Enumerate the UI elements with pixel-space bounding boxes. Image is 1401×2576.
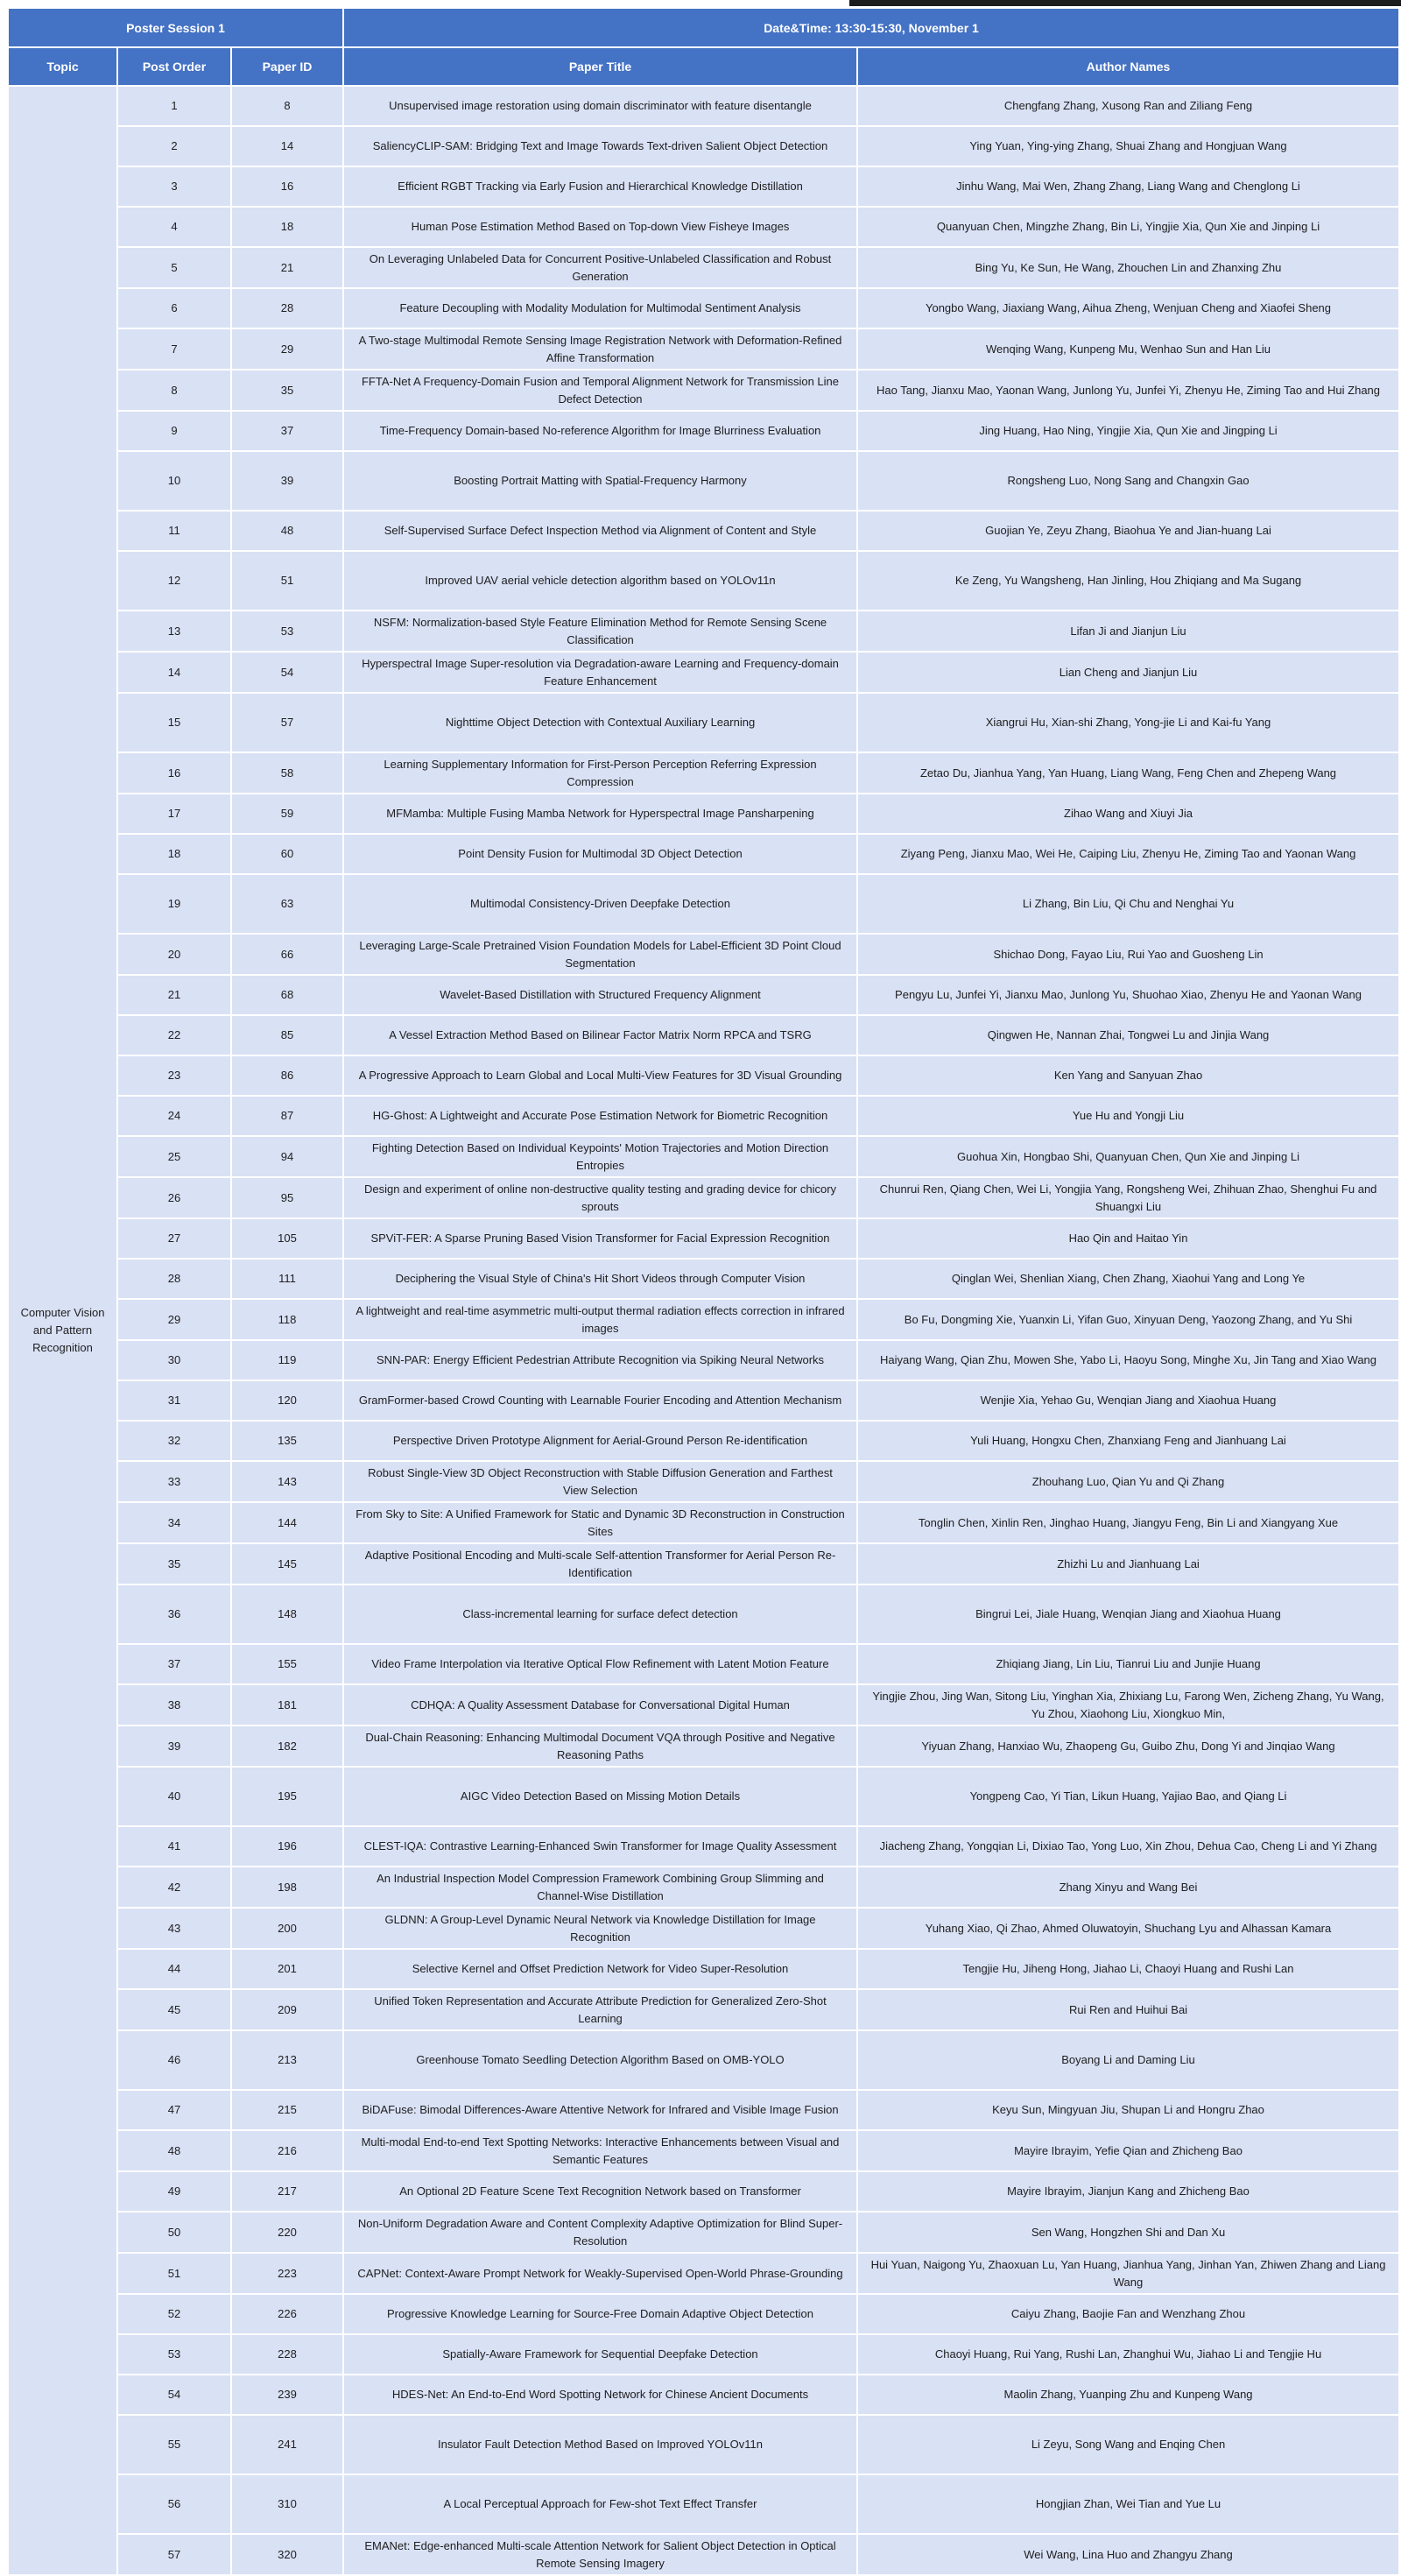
post-order-cell: 21 <box>117 975 231 1015</box>
table-row <box>8 1826 1399 1867</box>
paper-id-cell: 59 <box>231 794 343 834</box>
post-order-cell: 2 <box>117 126 231 166</box>
paper-id-cell: 144 <box>231 1502 343 1543</box>
author-names-cell: Tonglin Chen, Xinlin Ren, Jinghao Huang, Jiangyu Feng, Bin Li and Xiangyang Xue <box>857 1502 1399 1543</box>
post-order-cell: 49 <box>117 2171 231 2212</box>
table-row <box>8 2130 1399 2171</box>
table-row <box>8 2090 1399 2130</box>
table-row <box>8 693 1399 752</box>
post-order-cell: 54 <box>117 2375 231 2415</box>
author-names-cell: Bing Yu, Ke Sun, He Wang, Zhouchen Lin and Zhanxing Zhu <box>857 247 1399 288</box>
post-order-cell: 57 <box>117 2534 231 2575</box>
post-order-cell: 37 <box>117 1644 231 1684</box>
paper-id-cell: 35 <box>231 370 343 411</box>
author-names-cell: Shichao Dong, Fayao Liu, Rui Yao and Guosheng Lin <box>857 934 1399 975</box>
table-row <box>8 2375 1399 2415</box>
author-names-cell: Xiangrui Hu, Xian-shi Zhang, Yong-jie Li and Kai-fu Yang <box>857 693 1399 752</box>
table-row <box>8 86 1399 126</box>
paper-title-cell: SPViT-FER: A Sparse Pruning Based Vision Transformer for Facial Expression Recognition <box>343 1218 857 1259</box>
paper-title-cell: Unified Token Representation and Accurate Attribute Prediction for Generalized Zero-Shot Learning <box>343 1989 857 2030</box>
author-names-cell: Jinhu Wang, Mai Wen, Zhang Zhang, Liang Wang and Chenglong Li <box>857 166 1399 207</box>
paper-id-cell: 120 <box>231 1380 343 1421</box>
post-order-cell: 8 <box>117 370 231 411</box>
paper-title-cell: Nighttime Object Detection with Contextual Auxiliary Learning <box>343 693 857 752</box>
paper-title-cell: Perspective Driven Prototype Alignment for Aerial-Ground Person Re-identification <box>343 1421 857 1461</box>
table-row <box>8 1177 1399 1218</box>
paper-title-cell: Unsupervised image restoration using domain discriminator with feature disentangle <box>343 86 857 126</box>
table-row <box>8 1136 1399 1177</box>
paper-id-cell: 37 <box>231 411 343 451</box>
post-order-cell: 40 <box>117 1767 231 1826</box>
post-order-cell: 7 <box>117 328 231 370</box>
author-names-cell: Zhang Xinyu and Wang Bei <box>857 1867 1399 1908</box>
post-order-cell: 27 <box>117 1218 231 1259</box>
author-names-cell: Mayire Ibrayim, Jianjun Kang and Zhicheng Bao <box>857 2171 1399 2212</box>
post-order-cell: 46 <box>117 2030 231 2090</box>
author-names-cell: Zhiqiang Jiang, Lin Liu, Tianrui Liu and Junjie Huang <box>857 1644 1399 1684</box>
table-row <box>8 511 1399 551</box>
paper-title-cell: Video Frame Interpolation via Iterative Optical Flow Refinement with Latent Motion Feature <box>343 1644 857 1684</box>
paper-title-cell: HDES-Net: An End-to-End Word Spotting Network for Chinese Ancient Documents <box>343 2375 857 2415</box>
table-body <box>8 86 1399 2575</box>
author-names-cell: Haiyang Wang, Qian Zhu, Mowen She, Yabo Li, Haoyu Song, Minghe Xu, Jin Tang and Xiao Wang <box>857 1340 1399 1380</box>
table-row <box>8 1380 1399 1421</box>
col-header-topic: Topic <box>8 47 117 86</box>
col-header-paper-title: Paper Title <box>343 47 857 86</box>
author-names-cell: Bo Fu, Dongming Xie, Yuanxin Li, Yifan Guo, Xinyuan Deng, Yaozong Zhang, and Yu Shi <box>857 1299 1399 1340</box>
table-row <box>8 1096 1399 1136</box>
post-order-cell: 53 <box>117 2334 231 2375</box>
paper-title-cell: AIGC Video Detection Based on Missing Motion Details <box>343 1767 857 1826</box>
post-order-cell: 11 <box>117 511 231 551</box>
paper-title-cell: On Leveraging Unlabeled Data for Concurrent Positive-Unlabeled Classification and Robust Generation <box>343 247 857 288</box>
paper-title-cell: From Sky to Site: A Unified Framework for Static and Dynamic 3D Reconstruction in Construction Sites <box>343 1502 857 1543</box>
paper-id-cell: 215 <box>231 2090 343 2130</box>
table-row <box>8 1908 1399 1949</box>
paper-id-cell: 54 <box>231 652 343 693</box>
paper-title-cell: Deciphering the Visual Style of China's Hit Short Videos through Computer Vision <box>343 1259 857 1299</box>
table-row <box>8 207 1399 247</box>
paper-title-cell: Multimodal Consistency-Driven Deepfake Detection <box>343 874 857 934</box>
paper-title-cell: Robust Single-View 3D Object Reconstruction with Stable Diffusion Generation and Farthest View Selection <box>343 1461 857 1502</box>
author-names-cell: Guojian Ye, Zeyu Zhang, Biaohua Ye and Jian-huang Lai <box>857 511 1399 551</box>
paper-title-cell: Feature Decoupling with Modality Modulation for Multimodal Sentiment Analysis <box>343 288 857 328</box>
author-names-cell: Lifan Ji and Jianjun Liu <box>857 610 1399 652</box>
post-order-cell: 25 <box>117 1136 231 1177</box>
col-header-post-order: Post Order <box>117 47 231 86</box>
table-row <box>8 834 1399 874</box>
paper-id-cell: 39 <box>231 451 343 511</box>
paper-title-cell: Hyperspectral Image Super-resolution via Degradation-aware Learning and Frequency-domain Feature Enhancement <box>343 652 857 693</box>
table-row <box>8 1989 1399 2030</box>
author-names-cell: Wenqing Wang, Kunpeng Mu, Wenhao Sun and Han Liu <box>857 328 1399 370</box>
post-order-cell: 50 <box>117 2212 231 2253</box>
post-order-cell: 16 <box>117 752 231 794</box>
author-names-cell: Rui Ren and Huihui Bai <box>857 1989 1399 2030</box>
post-order-cell: 42 <box>117 1867 231 1908</box>
paper-id-cell: 95 <box>231 1177 343 1218</box>
post-order-cell: 41 <box>117 1826 231 1867</box>
paper-title-cell: CAPNet: Context-Aware Prompt Network for Weakly-Supervised Open-World Phrase-Grounding <box>343 2253 857 2294</box>
paper-id-cell: 14 <box>231 126 343 166</box>
table-row <box>8 610 1399 652</box>
post-order-cell: 47 <box>117 2090 231 2130</box>
paper-id-cell: 217 <box>231 2171 343 2212</box>
col-header-paper-id: Paper ID <box>231 47 343 86</box>
table-row <box>8 1502 1399 1543</box>
post-order-cell: 55 <box>117 2415 231 2474</box>
paper-title-cell: Time-Frequency Domain-based No-reference Algorithm for Image Blurriness Evaluation <box>343 411 857 451</box>
author-names-cell: Hui Yuan, Naigong Yu, Zhaoxuan Lu, Yan Huang, Jianhua Yang, Jinhan Yan, Zhiwen Zhang and Liang Wang <box>857 2253 1399 2294</box>
paper-title-cell: MFMamba: Multiple Fusing Mamba Network for Hyperspectral Image Pansharpening <box>343 794 857 834</box>
post-order-cell: 48 <box>117 2130 231 2171</box>
table-row <box>8 652 1399 693</box>
post-order-cell: 28 <box>117 1259 231 1299</box>
poster-session-table <box>7 7 1400 2576</box>
table-row <box>8 451 1399 511</box>
paper-title-cell: Improved UAV aerial vehicle detection algorithm based on YOLOv11n <box>343 551 857 610</box>
author-names-cell: Chaoyi Huang, Rui Yang, Rushi Lan, Zhanghui Wu, Jiahao Li and Tengjie Hu <box>857 2334 1399 2375</box>
table-row <box>8 1949 1399 1989</box>
table-row <box>8 1015 1399 1055</box>
paper-id-cell: 21 <box>231 247 343 288</box>
table-row <box>8 166 1399 207</box>
author-names-cell: Mayire Ibrayim, Yefie Qian and Zhicheng Bao <box>857 2130 1399 2171</box>
author-names-cell: Quanyuan Chen, Mingzhe Zhang, Bin Li, Yingjie Xia, Qun Xie and Jinping Li <box>857 207 1399 247</box>
post-order-cell: 24 <box>117 1096 231 1136</box>
paper-id-cell: 148 <box>231 1584 343 1644</box>
paper-id-cell: 85 <box>231 1015 343 1055</box>
post-order-cell: 5 <box>117 247 231 288</box>
table-row <box>8 1299 1399 1340</box>
table-row <box>8 370 1399 411</box>
paper-title-cell: Leveraging Large-Scale Pretrained Vision Foundation Models for Label-Efficient 3D Point Cloud Segmentation <box>343 934 857 975</box>
author-names-cell: Hao Qin and Haitao Yin <box>857 1218 1399 1259</box>
paper-id-cell: 213 <box>231 2030 343 2090</box>
author-names-cell: Chunrui Ren, Qiang Chen, Wei Li, Yongjia Yang, Rongsheng Wei, Zhihuan Zhao, Shenghui Fu and Shuangxi Liu <box>857 1177 1399 1218</box>
paper-id-cell: 195 <box>231 1767 343 1826</box>
paper-id-cell: 60 <box>231 834 343 874</box>
paper-id-cell: 118 <box>231 1299 343 1340</box>
post-order-cell: 34 <box>117 1502 231 1543</box>
post-order-cell: 51 <box>117 2253 231 2294</box>
post-order-cell: 10 <box>117 451 231 511</box>
datetime-header: Date&Time: 13:30-15:30, November 1 <box>343 8 1399 47</box>
table-row <box>8 975 1399 1015</box>
table-row <box>8 1055 1399 1096</box>
table-row <box>8 126 1399 166</box>
paper-title-cell: GramFormer-based Crowd Counting with Learnable Fourier Encoding and Attention Mechanism <box>343 1380 857 1421</box>
table-row <box>8 2474 1399 2534</box>
paper-title-cell: Multi-modal End-to-end Text Spotting Networks: Interactive Enhancements between Visual and Semantic Features <box>343 2130 857 2171</box>
post-order-cell: 45 <box>117 1989 231 2030</box>
paper-id-cell: 111 <box>231 1259 343 1299</box>
table-row <box>8 1421 1399 1461</box>
paper-id-cell: 320 <box>231 2534 343 2575</box>
post-order-cell: 35 <box>117 1543 231 1584</box>
author-names-cell: Yongbo Wang, Jiaxiang Wang, Aihua Zheng, Wenjuan Cheng and Xiaofei Sheng <box>857 288 1399 328</box>
paper-id-cell: 155 <box>231 1644 343 1684</box>
paper-title-cell: CDHQA: A Quality Assessment Database for Conversational Digital Human <box>343 1684 857 1726</box>
table-row <box>8 2253 1399 2294</box>
author-names-cell: Pengyu Lu, Junfei Yi, Jianxu Mao, Junlong Yu, Shuohao Xiao, Zhenyu He and Yaonan Wang <box>857 975 1399 1015</box>
paper-title-cell: A Local Perceptual Approach for Few-shot Text Effect Transfer <box>343 2474 857 2534</box>
author-names-cell: Yiyuan Zhang, Hanxiao Wu, Zhaopeng Gu, Guibo Zhu, Dong Yi and Jinqiao Wang <box>857 1726 1399 1767</box>
paper-id-cell: 201 <box>231 1949 343 1989</box>
table-row <box>8 2212 1399 2253</box>
paper-title-cell: Wavelet-Based Distillation with Structured Frequency Alignment <box>343 975 857 1015</box>
table-row <box>8 874 1399 934</box>
paper-title-cell: SNN-PAR: Energy Efficient Pedestrian Attribute Recognition via Spiking Neural Networks <box>343 1340 857 1380</box>
table-row <box>8 794 1399 834</box>
author-names-cell: Maolin Zhang, Yuanping Zhu and Kunpeng Wang <box>857 2375 1399 2415</box>
post-order-cell: 30 <box>117 1340 231 1380</box>
paper-title-cell: Human Pose Estimation Method Based on Top-down View Fisheye Images <box>343 207 857 247</box>
paper-title-cell: A Progressive Approach to Learn Global and Local Multi-View Features for 3D Visual Grounding <box>343 1055 857 1096</box>
paper-title-cell: An Industrial Inspection Model Compression Framework Combining Group Slimming and Channel-Wise Distillation <box>343 1867 857 1908</box>
paper-id-cell: 135 <box>231 1421 343 1461</box>
paper-title-cell: An Optional 2D Feature Scene Text Recognition Network based on Transformer <box>343 2171 857 2212</box>
paper-title-cell: FFTA-Net A Frequency-Domain Fusion and Temporal Alignment Network for Transmission Line Defect Detection <box>343 370 857 411</box>
table-row <box>8 2030 1399 2090</box>
author-names-cell: Zihao Wang and Xiuyi Jia <box>857 794 1399 834</box>
paper-title-cell: Spatially-Aware Framework for Sequential Deepfake Detection <box>343 2334 857 2375</box>
author-names-cell: Rongsheng Luo, Nong Sang and Changxin Gao <box>857 451 1399 511</box>
post-order-cell: 26 <box>117 1177 231 1218</box>
table-row <box>8 2294 1399 2334</box>
column-header-row <box>8 47 1399 86</box>
author-names-cell: Tengjie Hu, Jiheng Hong, Jiahao Li, Chaoyi Huang and Rushi Lan <box>857 1949 1399 1989</box>
post-order-cell: 18 <box>117 834 231 874</box>
table-row <box>8 934 1399 975</box>
paper-title-cell: EMANet: Edge-enhanced Multi-scale Attention Network for Salient Object Detection in Optical Remote Sensing Imagery <box>343 2534 857 2575</box>
paper-title-cell: Class-incremental learning for surface defect detection <box>343 1584 857 1644</box>
post-order-cell: 22 <box>117 1015 231 1055</box>
post-order-cell: 6 <box>117 288 231 328</box>
table-row <box>8 247 1399 288</box>
paper-id-cell: 53 <box>231 610 343 652</box>
author-names-cell: Sen Wang, Hongzhen Shi and Dan Xu <box>857 2212 1399 2253</box>
post-order-cell: 15 <box>117 693 231 752</box>
author-names-cell: Guohua Xin, Hongbao Shi, Quanyuan Chen, Qun Xie and Jinping Li <box>857 1136 1399 1177</box>
paper-id-cell: 16 <box>231 166 343 207</box>
paper-title-cell: HG-Ghost: A Lightweight and Accurate Pose Estimation Network for Biometric Recognition <box>343 1096 857 1136</box>
author-names-cell: Jiacheng Zhang, Yongqian Li, Dixiao Tao, Yong Luo, Xin Zhou, Dehua Cao, Cheng Li and Yi Zhang <box>857 1826 1399 1867</box>
author-names-cell: Wenjie Xia, Yehao Gu, Wenqian Jiang and Xiaohua Huang <box>857 1380 1399 1421</box>
col-header-author-names: Author Names <box>857 47 1399 86</box>
author-names-cell: Zhouhang Luo, Qian Yu and Qi Zhang <box>857 1461 1399 1502</box>
table-row <box>8 1644 1399 1684</box>
paper-title-cell: Adaptive Positional Encoding and Multi-scale Self-attention Transformer for Aerial Person Re-Identification <box>343 1543 857 1584</box>
post-order-cell: 32 <box>117 1421 231 1461</box>
post-order-cell: 4 <box>117 207 231 247</box>
table-row <box>8 1867 1399 1908</box>
paper-title-cell: Learning Supplementary Information for First-Person Perception Referring Expression Compression <box>343 752 857 794</box>
paper-id-cell: 200 <box>231 1908 343 1949</box>
table-row <box>8 551 1399 610</box>
paper-id-cell: 119 <box>231 1340 343 1380</box>
author-names-cell: Ziyang Peng, Jianxu Mao, Wei He, Caiping Liu, Zhenyu He, Ziming Tao and Yaonan Wang <box>857 834 1399 874</box>
post-order-cell: 56 <box>117 2474 231 2534</box>
paper-id-cell: 28 <box>231 288 343 328</box>
table-row <box>8 2171 1399 2212</box>
paper-title-cell: BiDAFuse: Bimodal Differences-Aware Attentive Network for Infrared and Visible Image Fusion <box>343 2090 857 2130</box>
paper-id-cell: 226 <box>231 2294 343 2334</box>
post-order-cell: 3 <box>117 166 231 207</box>
table-row <box>8 2334 1399 2375</box>
post-order-cell: 13 <box>117 610 231 652</box>
author-names-cell: Bingrui Lei, Jiale Huang, Wenqian Jiang and Xiaohua Huang <box>857 1584 1399 1644</box>
topic-cell: Computer Vision and Pattern Recognition <box>8 86 117 2575</box>
table-row <box>8 328 1399 370</box>
paper-title-cell: Progressive Knowledge Learning for Source-Free Domain Adaptive Object Detection <box>343 2294 857 2334</box>
author-names-cell: Hao Tang, Jianxu Mao, Yaonan Wang, Junlong Yu, Junfei Yi, Zhenyu He, Ziming Tao and Hui Zhang <box>857 370 1399 411</box>
paper-id-cell: 223 <box>231 2253 343 2294</box>
post-order-cell: 36 <box>117 1584 231 1644</box>
paper-title-cell: Greenhouse Tomato Seedling Detection Algorithm Based on OMB-YOLO <box>343 2030 857 2090</box>
author-names-cell: Yue Hu and Yongji Liu <box>857 1096 1399 1136</box>
paper-id-cell: 143 <box>231 1461 343 1502</box>
paper-id-cell: 86 <box>231 1055 343 1096</box>
session-title-row <box>8 8 1399 47</box>
table-row <box>8 752 1399 794</box>
paper-id-cell: 29 <box>231 328 343 370</box>
paper-id-cell: 216 <box>231 2130 343 2171</box>
paper-id-cell: 182 <box>231 1726 343 1767</box>
author-names-cell: Hongjian Zhan, Wei Tian and Yue Lu <box>857 2474 1399 2534</box>
post-order-cell: 1 <box>117 86 231 126</box>
author-names-cell: Li Zeyu, Song Wang and Enqing Chen <box>857 2415 1399 2474</box>
author-names-cell: Li Zhang, Bin Liu, Qi Chu and Nenghai Yu <box>857 874 1399 934</box>
paper-title-cell: A Two-stage Multimodal Remote Sensing Image Registration Network with Deformation-Refined Affine Transformation <box>343 328 857 370</box>
post-order-cell: 23 <box>117 1055 231 1096</box>
paper-id-cell: 57 <box>231 693 343 752</box>
paper-id-cell: 228 <box>231 2334 343 2375</box>
table-row <box>8 1340 1399 1380</box>
post-order-cell: 33 <box>117 1461 231 1502</box>
author-names-cell: Ke Zeng, Yu Wangsheng, Han Jinling, Hou Zhiqiang and Ma Sugang <box>857 551 1399 610</box>
author-names-cell: Zhizhi Lu and Jianhuang Lai <box>857 1543 1399 1584</box>
paper-id-cell: 181 <box>231 1684 343 1726</box>
author-names-cell: Ying Yuan, Ying-ying Zhang, Shuai Zhang and Hongjuan Wang <box>857 126 1399 166</box>
author-names-cell: Chengfang Zhang, Xusong Ran and Ziliang Feng <box>857 86 1399 126</box>
author-names-cell: Jing Huang, Hao Ning, Yingjie Xia, Qun Xie and Jingping Li <box>857 411 1399 451</box>
paper-title-cell: Non-Uniform Degradation Aware and Content Complexity Adaptive Optimization for Blind Super-Resolution <box>343 2212 857 2253</box>
table-row <box>8 1218 1399 1259</box>
paper-id-cell: 51 <box>231 551 343 610</box>
paper-title-cell: Point Density Fusion for Multimodal 3D Object Detection <box>343 834 857 874</box>
post-order-cell: 43 <box>117 1908 231 1949</box>
post-order-cell: 17 <box>117 794 231 834</box>
paper-id-cell: 105 <box>231 1218 343 1259</box>
author-names-cell: Yuli Huang, Hongxu Chen, Zhanxiang Feng and Jianhuang Lai <box>857 1421 1399 1461</box>
paper-id-cell: 241 <box>231 2415 343 2474</box>
paper-title-cell: A lightweight and real-time asymmetric multi-output thermal radiation effects correction in infrared images <box>343 1299 857 1340</box>
paper-id-cell: 209 <box>231 1989 343 2030</box>
paper-title-cell: Dual-Chain Reasoning: Enhancing Multimodal Document VQA through Positive and Negative Reasoning Paths <box>343 1726 857 1767</box>
author-names-cell: Zetao Du, Jianhua Yang, Yan Huang, Liang Wang, Feng Chen and Zhepeng Wang <box>857 752 1399 794</box>
paper-id-cell: 145 <box>231 1543 343 1584</box>
paper-id-cell: 310 <box>231 2474 343 2534</box>
post-order-cell: 38 <box>117 1684 231 1726</box>
paper-id-cell: 68 <box>231 975 343 1015</box>
paper-id-cell: 63 <box>231 874 343 934</box>
paper-title-cell: Self-Supervised Surface Defect Inspection Method via Alignment of Content and Style <box>343 511 857 551</box>
paper-id-cell: 220 <box>231 2212 343 2253</box>
post-order-cell: 12 <box>117 551 231 610</box>
paper-title-cell: NSFM: Normalization-based Style Feature Elimination Method for Remote Sensing Scene Classification <box>343 610 857 652</box>
paper-id-cell: 94 <box>231 1136 343 1177</box>
paper-id-cell: 18 <box>231 207 343 247</box>
post-order-cell: 9 <box>117 411 231 451</box>
author-names-cell: Yuhang Xiao, Qi Zhao, Ahmed Oluwatoyin, Shuchang Lyu and Alhassan Kamara <box>857 1908 1399 1949</box>
author-names-cell: Yongpeng Cao, Yi Tian, Likun Huang, Yajiao Bao, and Qiang Li <box>857 1767 1399 1826</box>
paper-title-cell: GLDNN: A Group-Level Dynamic Neural Network via Knowledge Distillation for Image Recognition <box>343 1908 857 1949</box>
author-names-cell: Caiyu Zhang, Baojie Fan and Wenzhang Zhou <box>857 2294 1399 2334</box>
paper-title-cell: Efficient RGBT Tracking via Early Fusion and Hierarchical Knowledge Distillation <box>343 166 857 207</box>
post-order-cell: 20 <box>117 934 231 975</box>
paper-title-cell: Boosting Portrait Matting with Spatial-Frequency Harmony <box>343 451 857 511</box>
table-row <box>8 1543 1399 1584</box>
paper-id-cell: 196 <box>231 1826 343 1867</box>
session-header: Poster Session 1 <box>8 8 343 47</box>
paper-title-cell: Design and experiment of online non-destructive quality testing and grading device for chicory sprouts <box>343 1177 857 1218</box>
paper-title-cell: CLEST-IQA: Contrastive Learning-Enhanced Swin Transformer for Image Quality Assessment <box>343 1826 857 1867</box>
paper-title-cell: A Vessel Extraction Method Based on Bilinear Factor Matrix Norm RPCA and TSRG <box>343 1015 857 1055</box>
paper-title-cell: Selective Kernel and Offset Prediction Network for Video Super-Resolution <box>343 1949 857 1989</box>
table-row <box>8 411 1399 451</box>
author-names-cell: Qinglan Wei, Shenlian Xiang, Chen Zhang, Xiaohui Yang and Long Ye <box>857 1259 1399 1299</box>
post-order-cell: 44 <box>117 1949 231 1989</box>
paper-title-cell: Fighting Detection Based on Individual Keypoints' Motion Trajectories and Motion Direction Entropies <box>343 1136 857 1177</box>
table-row <box>8 2534 1399 2575</box>
post-order-cell: 52 <box>117 2294 231 2334</box>
table-row <box>8 1684 1399 1726</box>
paper-id-cell: 58 <box>231 752 343 794</box>
table-row <box>8 2415 1399 2474</box>
table-row <box>8 288 1399 328</box>
author-names-cell: Yingjie Zhou, Jing Wan, Sitong Liu, Yinghan Xia, Zhixiang Lu, Farong Wen, Zicheng Zhang, Yu Wang, Yu Zhou, Xiaohong Liu, Xiongkuo Min, <box>857 1684 1399 1726</box>
author-names-cell: Boyang Li and Daming Liu <box>857 2030 1399 2090</box>
paper-id-cell: 87 <box>231 1096 343 1136</box>
paper-id-cell: 48 <box>231 511 343 551</box>
post-order-cell: 39 <box>117 1726 231 1767</box>
paper-title-cell: Insulator Fault Detection Method Based on Improved YOLOv11n <box>343 2415 857 2474</box>
table-header <box>8 8 1399 86</box>
table-row <box>8 1726 1399 1767</box>
author-names-cell: Wei Wang, Lina Huo and Zhangyu Zhang <box>857 2534 1399 2575</box>
paper-title-cell: SaliencyCLIP-SAM: Bridging Text and Image Towards Text-driven Salient Object Detection <box>343 126 857 166</box>
author-names-cell: Qingwen He, Nannan Zhai, Tongwei Lu and Jinjia Wang <box>857 1015 1399 1055</box>
paper-id-cell: 198 <box>231 1867 343 1908</box>
table-row <box>8 1584 1399 1644</box>
paper-id-cell: 8 <box>231 86 343 126</box>
paper-id-cell: 66 <box>231 934 343 975</box>
post-order-cell: 14 <box>117 652 231 693</box>
table-row <box>8 1461 1399 1502</box>
author-names-cell: Ken Yang and Sanyuan Zhao <box>857 1055 1399 1096</box>
post-order-cell: 29 <box>117 1299 231 1340</box>
author-names-cell: Lian Cheng and Jianjun Liu <box>857 652 1399 693</box>
author-names-cell: Keyu Sun, Mingyuan Jiu, Shupan Li and Hongru Zhao <box>857 2090 1399 2130</box>
post-order-cell: 31 <box>117 1380 231 1421</box>
paper-id-cell: 239 <box>231 2375 343 2415</box>
screen-edge-artifact <box>849 0 1401 6</box>
table-row <box>8 1767 1399 1826</box>
table-row <box>8 1259 1399 1299</box>
post-order-cell: 19 <box>117 874 231 934</box>
